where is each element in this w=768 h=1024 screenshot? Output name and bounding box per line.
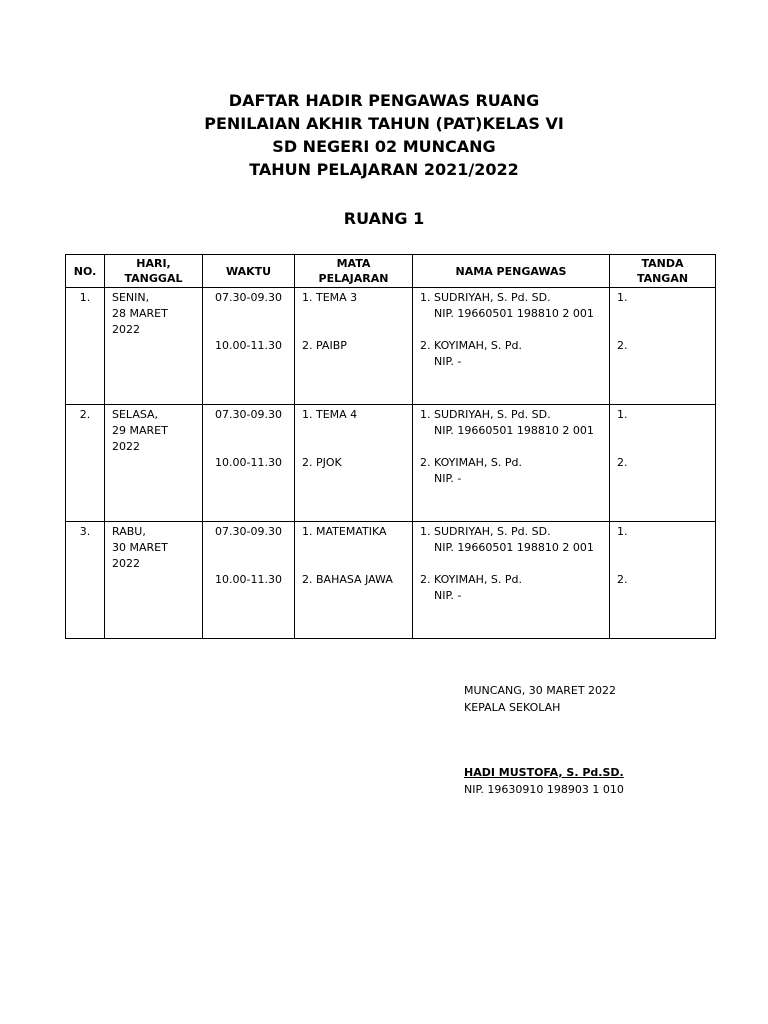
row-no: 3.: [66, 522, 105, 639]
row-supervisor-2: 2. KOYIMAH, S. Pd.: [420, 573, 522, 586]
row-sign-2: 2.: [617, 456, 628, 469]
row-date: 30 MARET: [112, 541, 168, 554]
row-subject-2: 2. PJOK: [302, 456, 342, 469]
title-line-3: SD NEGERI 02 MUNCANG: [272, 137, 496, 156]
row-nip-1: NIP. 19660501 198810 2 001: [434, 424, 594, 437]
header-tanda: TANDA: [641, 257, 684, 270]
document-title: [0, 89, 768, 181]
row-time-1: 07.30-09.30: [215, 525, 282, 538]
row-waktu: [203, 288, 295, 405]
row-nip-1: NIP. 19660501 198810 2 001: [434, 541, 594, 554]
row-year: 2022: [112, 323, 140, 336]
title-line-2: PENILAIAN AKHIR TAHUN (PAT)KELAS VI: [204, 114, 564, 133]
row-subject-1: 1. MATEMATIKA: [302, 525, 387, 538]
row-supervisor-1: 1. SUDRIYAH, S. Pd. SD.: [420, 408, 551, 421]
row-mata-pelajaran: [295, 522, 413, 639]
header-pelajaran: PELAJARAN: [318, 272, 389, 285]
row-time-2: 10.00-11.30: [215, 339, 282, 352]
signature-name: HADI MUSTOFA, S. Pd.SD.: [464, 766, 624, 779]
row-supervisor-2: 2. KOYIMAH, S. Pd.: [420, 456, 522, 469]
row-mata-pelajaran: [295, 288, 413, 405]
row-nip-1: NIP. 19660501 198810 2 001: [434, 307, 594, 320]
title-line-4: TAHUN PELAJARAN 2021/2022: [249, 160, 519, 179]
row-day: SENIN,: [112, 291, 150, 304]
row-nip-2: NIP. -: [434, 589, 462, 602]
header-hari-tanggal: [105, 255, 203, 288]
row-time-1: 07.30-09.30: [215, 408, 282, 421]
row-sign-1: 1.: [617, 525, 628, 538]
header-mata-pelajaran: [295, 255, 413, 288]
row-hari-tanggal: [105, 288, 203, 405]
row-tanda-tangan: [610, 405, 716, 522]
row-day: RABU,: [112, 525, 146, 538]
row-nip-2: NIP. -: [434, 355, 462, 368]
header-hari: HARI,: [136, 257, 171, 270]
row-sign-1: 1.: [617, 408, 628, 421]
row-no: 1.: [66, 288, 105, 405]
row-hari-tanggal: [105, 522, 203, 639]
row-year: 2022: [112, 440, 140, 453]
header-nama-pengawas: NAMA PENGAWAS: [413, 255, 610, 288]
table-header-row: [66, 255, 716, 288]
row-time-2: 10.00-11.30: [215, 573, 282, 586]
row-tanda-tangan: [610, 522, 716, 639]
row-supervisor-2: 2. KOYIMAH, S. Pd.: [420, 339, 522, 352]
row-date: 29 MARET: [112, 424, 168, 437]
room-heading: RUANG 1: [343, 209, 425, 228]
row-sign-2: 2.: [617, 339, 628, 352]
row-sign-1: 1.: [617, 291, 628, 304]
row-nama-pengawas: [413, 288, 610, 405]
row-nama-pengawas: [413, 522, 610, 639]
row-subject-1: 1. TEMA 4: [302, 408, 358, 421]
row-time-1: 07.30-09.30: [215, 291, 282, 304]
row-year: 2022: [112, 557, 140, 570]
title-line-1: DAFTAR HADIR PENGAWAS RUANG: [228, 91, 540, 110]
header-mata: MATA: [336, 257, 371, 270]
header-tanggal: TANGGAL: [124, 272, 183, 285]
header-waktu: WAKTU: [203, 255, 295, 288]
row-supervisor-1: 1. SUDRIYAH, S. Pd. SD.: [420, 291, 551, 304]
table-row: [66, 405, 716, 522]
row-hari-tanggal: [105, 405, 203, 522]
table-row: [66, 288, 716, 405]
row-tanda-tangan: [610, 288, 716, 405]
attendance-table: [65, 254, 716, 639]
header-no: NO.: [66, 255, 105, 288]
row-waktu: [203, 405, 295, 522]
header-tangan: TANGAN: [636, 272, 689, 285]
row-mata-pelajaran: [295, 405, 413, 522]
row-date: 28 MARET: [112, 307, 168, 320]
row-nip-2: NIP. -: [434, 472, 462, 485]
row-sign-2: 2.: [617, 573, 628, 586]
row-waktu: [203, 522, 295, 639]
row-no: 2.: [66, 405, 105, 522]
signature-nip: NIP. 19630910 198903 1 010: [464, 783, 624, 796]
row-subject-2: 2. BAHASA JAWA: [302, 573, 393, 586]
row-subject-1: 1. TEMA 3: [302, 291, 358, 304]
row-supervisor-1: 1. SUDRIYAH, S. Pd. SD.: [420, 525, 551, 538]
signature-place-date: MUNCANG, 30 MARET 2022: [464, 684, 617, 697]
row-nama-pengawas: [413, 405, 610, 522]
row-day: SELASA,: [112, 408, 159, 421]
table-row: [66, 522, 716, 639]
signature-position: KEPALA SEKOLAH: [464, 701, 561, 714]
row-subject-2: 2. PAIBP: [302, 339, 347, 352]
row-time-2: 10.00-11.30: [215, 456, 282, 469]
header-tanda-tangan: [610, 255, 716, 288]
